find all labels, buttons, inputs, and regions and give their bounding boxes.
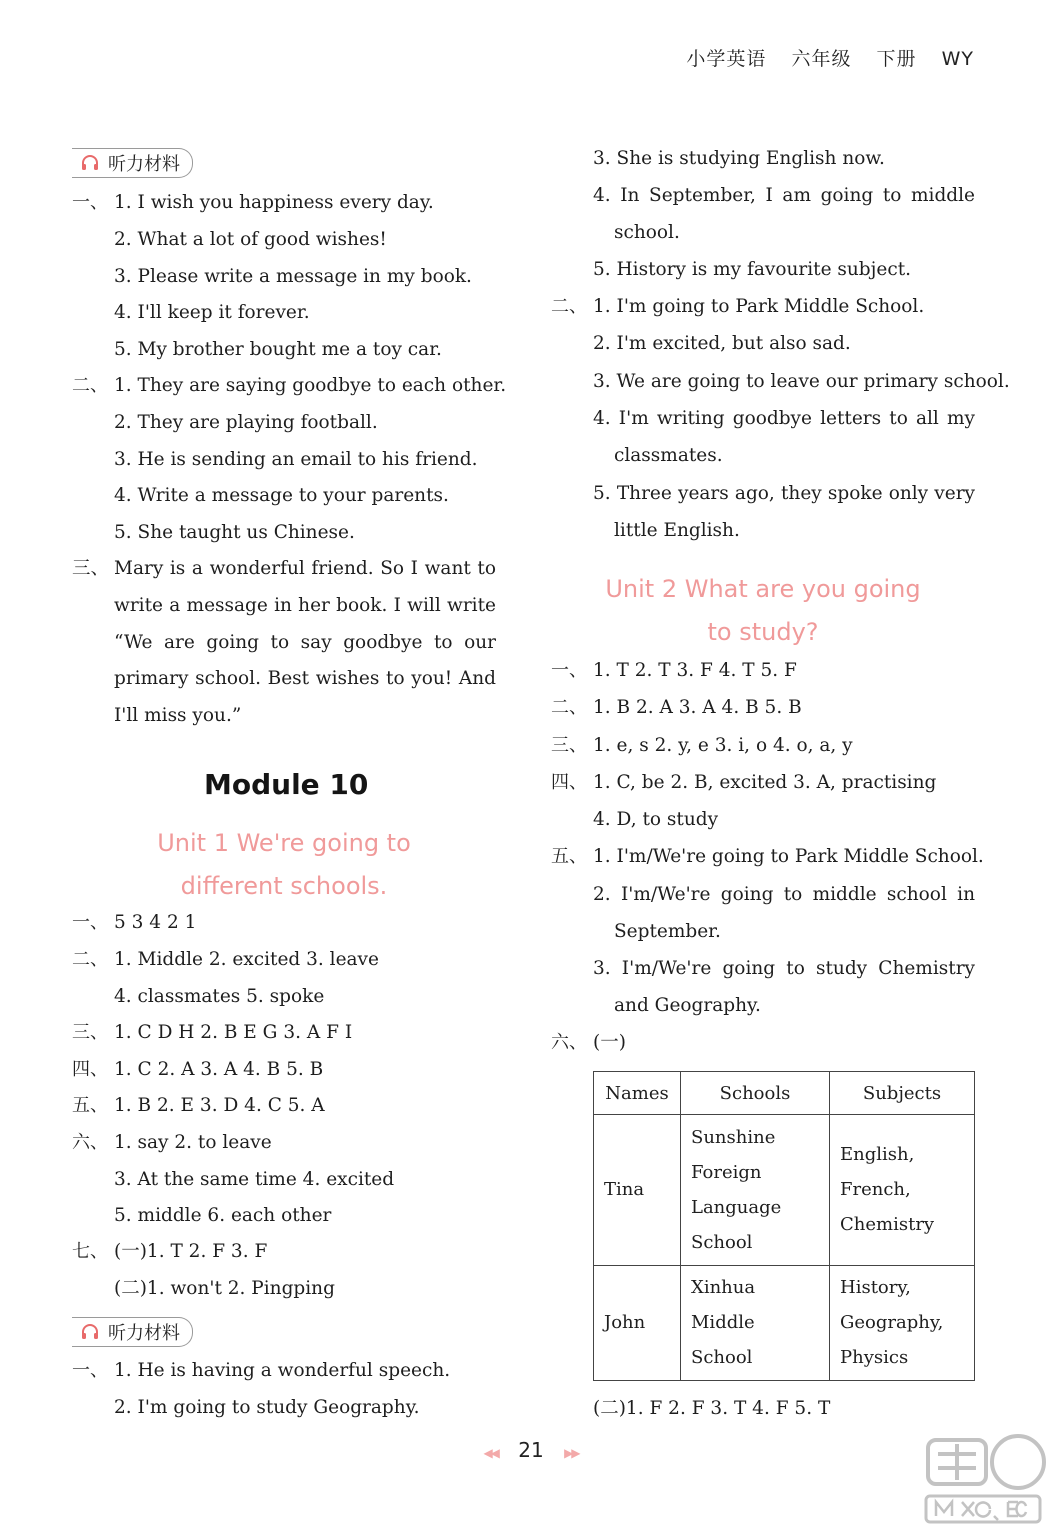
answer-text: 1. e, s 2. y, e 3. i, o 4. o, a, y [593,735,853,756]
headphones-icon [80,1322,100,1342]
answer-text: 4. D, to study [593,809,719,830]
sentence: 2. They are playing football. [114,412,378,433]
sentence: 5. She taught us Chinese. [114,522,355,543]
headphones-icon [80,153,100,173]
section-marker: 三、 [72,1022,108,1043]
answer-text: 1. say 2. to leave [114,1132,272,1153]
table-row [594,1265,975,1380]
unit-title-line: different schools. [180,872,388,900]
section-marker: 一、 [72,912,108,933]
answer-text: 1. B 2. A 3. A 4. B 5. B [593,697,802,718]
section-marker: 二、 [72,375,108,396]
sentence: 5. History is my favourite subject. [593,259,912,280]
section-marker: 一、 [551,660,587,681]
answer-text: 1. C D H 2. B E G 3. A F I [114,1022,353,1043]
sentence: 1. I wish you happiness every day. [114,192,434,213]
running-header [668,44,974,71]
answer-row [72,1061,323,1080]
table-cell: Tina [594,1115,681,1266]
section-marker: 二、 [72,949,108,970]
sentence: classmates. [614,445,723,466]
sentence: 2. What a lot of good wishes! [114,229,387,250]
page-number: 21 [518,1438,544,1462]
section-marker: 四、 [72,1059,108,1080]
sentence: 1. They are saying goodbye to each other. [114,375,507,396]
header-edition: WY [941,48,974,70]
cell-line: Foreign [691,1161,762,1183]
sentence: 3. We are going to leave our primary school. [593,371,1010,392]
sentence: 2. I'm excited, but also sad. [593,333,851,354]
sentence: 1. He is having a wonderful speech. [114,1360,451,1381]
section-marker: 四、 [551,772,587,793]
schools-table [593,1071,975,1381]
table-header: Schools [681,1072,830,1115]
sentence: 4. I'll keep it forever. [114,302,310,323]
answer-text: (一) [593,1032,626,1053]
badge-label: 听力材料 [108,154,180,175]
sentence: 1. I'm going to Park Middle School. [593,296,925,317]
answer-text: 1. Middle 2. excited 3. leave [114,949,379,970]
section-marker: 一、 [72,1360,108,1381]
answer-text: 5 3 4 2 1 [114,912,197,933]
table-cell [681,1115,830,1266]
sentence: 5. My brother bought me a toy car. [114,339,442,360]
badge-label: 听力材料 [108,1323,180,1344]
passage-line: write a message in her book. I will write [114,595,496,616]
sentence: 4. Write a message to your parents. [114,485,449,506]
section-marker: 六、 [551,1032,587,1053]
sentence: 3. She is studying English now. [593,148,885,169]
cell-line: Sunshine [691,1126,776,1148]
table-cell [830,1115,975,1266]
unit-title-line: to study? [707,618,819,646]
section-marker: 六、 [72,1132,108,1153]
sentence: 2. I'm going to study Geography. [114,1397,420,1418]
cell-line: Physics [840,1347,909,1369]
table-cell [830,1265,975,1380]
list-item [551,298,924,317]
sentence: 4. I'm writing goodbye letters to all my [593,408,975,429]
section-marker: 一、 [72,192,108,213]
next-arrows-icon: ▶▶ [564,1446,579,1460]
section-marker: 五、 [551,846,587,867]
answer-text: (二)1. won't 2. Pingping [114,1278,335,1299]
table-cell: John [594,1265,681,1380]
prev-arrows-icon: ◀◀ [483,1446,498,1460]
cell-line: History, [840,1277,911,1299]
table-header-row [594,1072,975,1115]
answer-row [551,848,984,867]
answer-text: and Geography. [614,995,761,1016]
answer-text: 1. C 2. A 3. A 4. B 5. B [114,1059,324,1080]
sentence: 3. He is sending an email to his friend. [114,449,478,470]
cell-line: English, [840,1144,915,1166]
answer-text: 1. I'm/We're going to Park Middle School. [593,846,984,867]
answer-row [551,737,853,756]
page-footer [0,1438,1062,1462]
table-cell [681,1265,830,1380]
passage-line: “We are going to say goodbye to our [114,632,496,653]
passage-line: primary school. Best wishes to you! And [114,668,496,689]
answer-row [72,1024,352,1043]
answer-row [72,951,379,970]
unit-title-line: Unit 2 What are you going [605,575,921,603]
answer-text: 3. I'm/We're going to study Chemistry [593,958,975,979]
answer-row [551,662,797,681]
unit-title-line: Unit 1 We're going to [157,829,411,857]
list-item [72,1362,450,1381]
passage-line: I'll miss you.” [114,705,242,726]
section-marker: 二、 [551,697,587,718]
answer-text: (二)1. F 2. F 3. T 4. F 5. T [593,1398,831,1419]
cell-line: Geography, [840,1312,944,1334]
header-term: 下册 [876,48,917,70]
watermark-logo [918,1420,1048,1530]
sentence: school. [614,222,680,243]
answer-text: 4. classmates 5. spoke [114,986,325,1007]
section-marker: 二、 [551,296,587,317]
sentence: 3. Please write a message in my book. [114,266,472,287]
sentence: little English. [614,520,740,541]
answer-text: 1. C, be 2. B, excited 3. A, practising [593,772,937,793]
answer-text: (一)1. T 2. F 3. F [114,1241,268,1262]
cell-line: Xinhua Middle [691,1277,756,1334]
sentence: 5. Three years ago, they spoke only very [593,483,975,504]
header-subject: 小学英语 [686,48,767,70]
answer-text: 1. B 2. E 3. D 4. C 5. A [114,1095,325,1116]
answer-row [551,699,802,718]
answer-text: 2. I'm/We're going to middle school in [593,884,975,905]
cell-line: Chemistry [840,1214,935,1236]
answer-row [551,774,936,793]
answer-row [72,1243,267,1262]
table-row [594,1115,975,1266]
table-header: Subjects [830,1072,975,1115]
passage-line: Mary is a wonderful friend. So I want to [114,558,496,579]
cell-line: French, [840,1179,911,1201]
listening-material-badge [72,1317,193,1347]
answer-text: 3. At the same time 4. excited [114,1169,395,1190]
list-item [72,194,434,213]
section-marker: 七、 [72,1241,108,1262]
list-item [72,377,506,396]
listening-material-badge [72,148,193,178]
answer-text: 5. middle 6. each other [114,1205,332,1226]
section-marker: 五、 [72,1095,108,1116]
section-marker: 三、 [72,558,110,579]
answer-text: 1. T 2. T 3. F 4. T 5. F [593,660,797,681]
sentence: 4. In September, I am going to middle [593,185,975,206]
cell-line: School [691,1347,753,1369]
answer-row [551,1034,626,1053]
section-marker: 三、 [551,735,587,756]
answer-text: September. [614,921,721,942]
cell-line: Language [691,1196,782,1218]
table-header: Names [594,1072,681,1115]
answer-row [72,1134,272,1153]
header-grade: 六年级 [791,48,852,70]
module-title: Module 10 [204,768,369,801]
answer-row [72,914,196,933]
answer-row [72,1097,325,1116]
cell-line: School [691,1231,753,1253]
